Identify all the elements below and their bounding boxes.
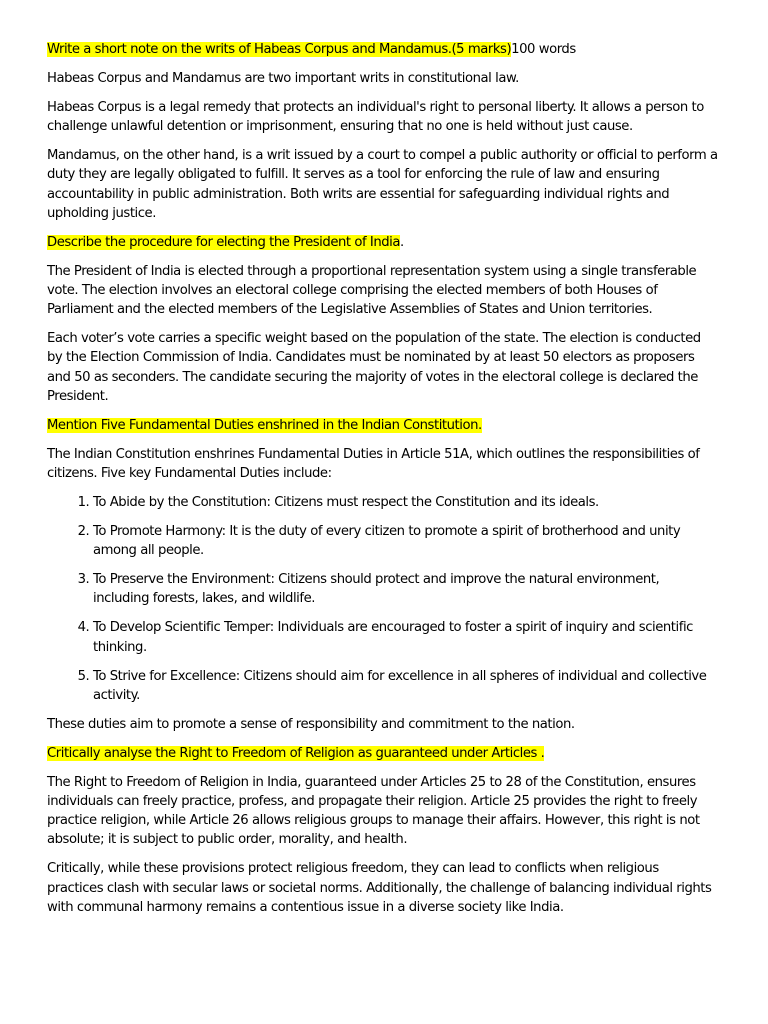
highlighted-question-text: Write a short note on the writs of Habeas Corpus and Mandamus.(5 marks) xyxy=(47,42,512,57)
question-heading-habeas-corpus xyxy=(47,40,718,59)
word-limit-note: 100 words xyxy=(511,42,576,57)
answer-paragraph: These duties aim to promote a sense of responsibility and commitment to the nation. xyxy=(47,716,575,732)
question-heading-fundamental-duties xyxy=(47,416,718,435)
heading-period: . xyxy=(400,234,404,250)
highlighted-question-text: Describe the procedure for electing the President of India xyxy=(47,234,401,250)
list-item: 2. To Promote Harmony: It is the duty of every citizen to promote a spirit of brotherhood and unity among all people. xyxy=(93,522,718,560)
answer-paragraph: Mandamus, on the other hand, is a writ issued by a court to compel a public authority or official to perform a duty they are legally obligated to fulfill. It serves as a tool for enforcing the rule of law and ensuring accountability in public administration. Both writs are essential for safeguarding individual rights and upholding justice. xyxy=(47,148,718,221)
list-item: 3. To Preserve the Environment: Citizens should protect and improve the natural environment, including forests, lakes, and wildlife. xyxy=(93,570,718,608)
highlighted-question-text: Critically analyse the Right to Freedom of Religion as guaranteed under Articles . xyxy=(47,745,545,761)
question-heading-president-election xyxy=(47,233,718,252)
answer-paragraph: Critically, while these provisions protect religious freedom, they can lead to conflicts when religious practices clash with secular laws or societal norms. Additionally, the challenge of balancing individual rights with communal harmony remains a contentious issue in a diverse society like India. xyxy=(47,861,712,915)
answer-paragraph: Habeas Corpus is a legal remedy that protects an individual's right to personal liberty. It allows a person to challenge unlawful detention or imprisonment, ensuring that no one is held without just cause. xyxy=(47,100,704,135)
list-item: 5. To Strive for Excellence: Citizens should aim for excellence in all spheres of individual and collective activity. xyxy=(93,667,718,705)
answer-paragraph: The Indian Constitution enshrines Fundamental Duties in Article 51A, which outlines the responsibilities of citizens. Five key Fundamental Duties include: xyxy=(47,446,700,482)
answer-paragraph: Habeas Corpus and Mandamus are two important writs in constitutional law. xyxy=(47,71,519,86)
answer-paragraph: The President of India is elected through a proportional representation system using a single transferable vote. The election involves an electoral college comprising the elected members of both Houses of Parliament and the elected members of the Legislative Assemblies of States and Union territories. xyxy=(47,263,697,318)
answer-paragraph: The Right to Freedom of Religion in India, guaranteed under Articles 25 to 28 of the Constitution, ensures individuals can freely practice, profess, and propagate their religion. Article 25 provides the right to freely practice religion, while Article 26 allows religious groups to manage their affairs. However, this right is not absolute; it is subject to public order, morality, and health. xyxy=(47,774,700,848)
answer-paragraph: Each voter’s vote carries a specific weight based on the population of the state. The election is conducted by the Election Commission of India. Candidates must be nominated by at least 50 electors as proposers and 50 as seconders. The candidate securing the majority of votes in the electoral college is declared the President. xyxy=(47,331,701,404)
list-item: 4. To Develop Scientific Temper: Individuals are encouraged to foster a spirit of inquiry and scientific thinking. xyxy=(93,618,718,656)
fundamental-duties-list xyxy=(47,493,718,705)
list-item: 1. To Abide by the Constitution: Citizens must respect the Constitution and its ideals. xyxy=(93,493,718,512)
question-heading-freedom-of-religion xyxy=(47,744,718,763)
highlighted-question-text: Mention Five Fundamental Duties enshrined in the Indian Constitution. xyxy=(47,417,482,433)
